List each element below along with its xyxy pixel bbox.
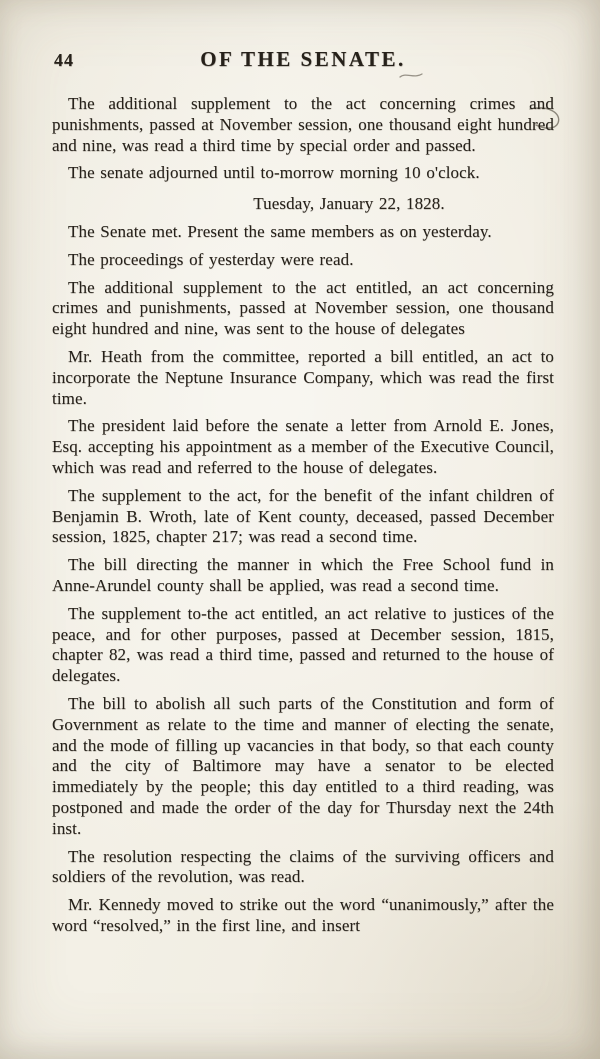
paragraph-kennedy-motion: Mr. Kennedy moved to strike out the word “unanimously,” after the word “resolved,” in the first line, and insert xyxy=(52,895,554,935)
paragraph-jones-letter: The president laid before the senate a letter from Arnold E. Jones, Esq. accepting his appointment as a member of the Executive Council, which was read and referred to the house of delegates. xyxy=(52,416,554,477)
page-number: 44 xyxy=(54,50,74,70)
paragraph-crimes-supplement-sent: The additional supplement to the act entitled, an act concerning crimes and punishments, passed at November session, one thousand eight hundred and nine, was sent to the house of delegates xyxy=(52,277,554,339)
dateline: Tuesday, January 22, 1828. xyxy=(253,194,445,214)
page-header xyxy=(52,44,554,78)
paragraph-neptune-insurance-bill: Mr. Heath from the committee, reported a bill entitled, an act to incorporate the Neptune Insurance Company, which was read the first time. xyxy=(52,346,554,408)
paragraph-justices-supplement: The supplement to-the act entitled, an act relative to justices of the peace, and for other purposes, passed at December session, 1815, chapter 82, was read a third time, passed and returned to the house of delegates. xyxy=(52,603,554,686)
paragraph-revolution-resolution: The resolution respecting the claims of the surviving officers and soldiers of the revolution, was read. xyxy=(52,846,554,887)
paragraph-adjournment: The senate adjourned until to-morrow morning 10 o'clock. xyxy=(68,163,480,183)
paragraph-free-school-fund: The bill directing the manner in which the Free School fund in Anne-Arundel county shall be applied, was read a second time. xyxy=(52,555,554,595)
page-text-block xyxy=(52,44,554,944)
paragraph-senate-met: The Senate met. Present the same members as on yesterday. xyxy=(68,221,492,241)
paragraph-crimes-supplement-read: The additional supplement to the act concerning crimes and punishments, passed at November session, one thousand eight hundred and nine, was read a third time by special order and passed. xyxy=(52,94,554,155)
journal-body xyxy=(52,94,554,937)
paragraph-constitution-bill: The bill to abolish all such parts of the Constitution and form of Government as relate to the time and manner of electing the senate, and the mode of filling up vacancies in that body, so that each county and the city of Baltimore may have a senator to be elected immediately by the people; this day entitled to a third reading, was postponed and made the order of the day for Thursday next the 24th inst. xyxy=(52,693,554,838)
page-title: OF THE SENATE. xyxy=(200,47,406,71)
paragraph-wroth-supplement: The supplement to the act, for the benefit of the infant children of Benjamin B. Wroth, late of Kent county, deceased, passed December session, 1825, chapter 217; was read a second time. xyxy=(52,485,554,547)
paragraph-proceedings-read: The proceedings of yesterday were read. xyxy=(68,249,354,269)
